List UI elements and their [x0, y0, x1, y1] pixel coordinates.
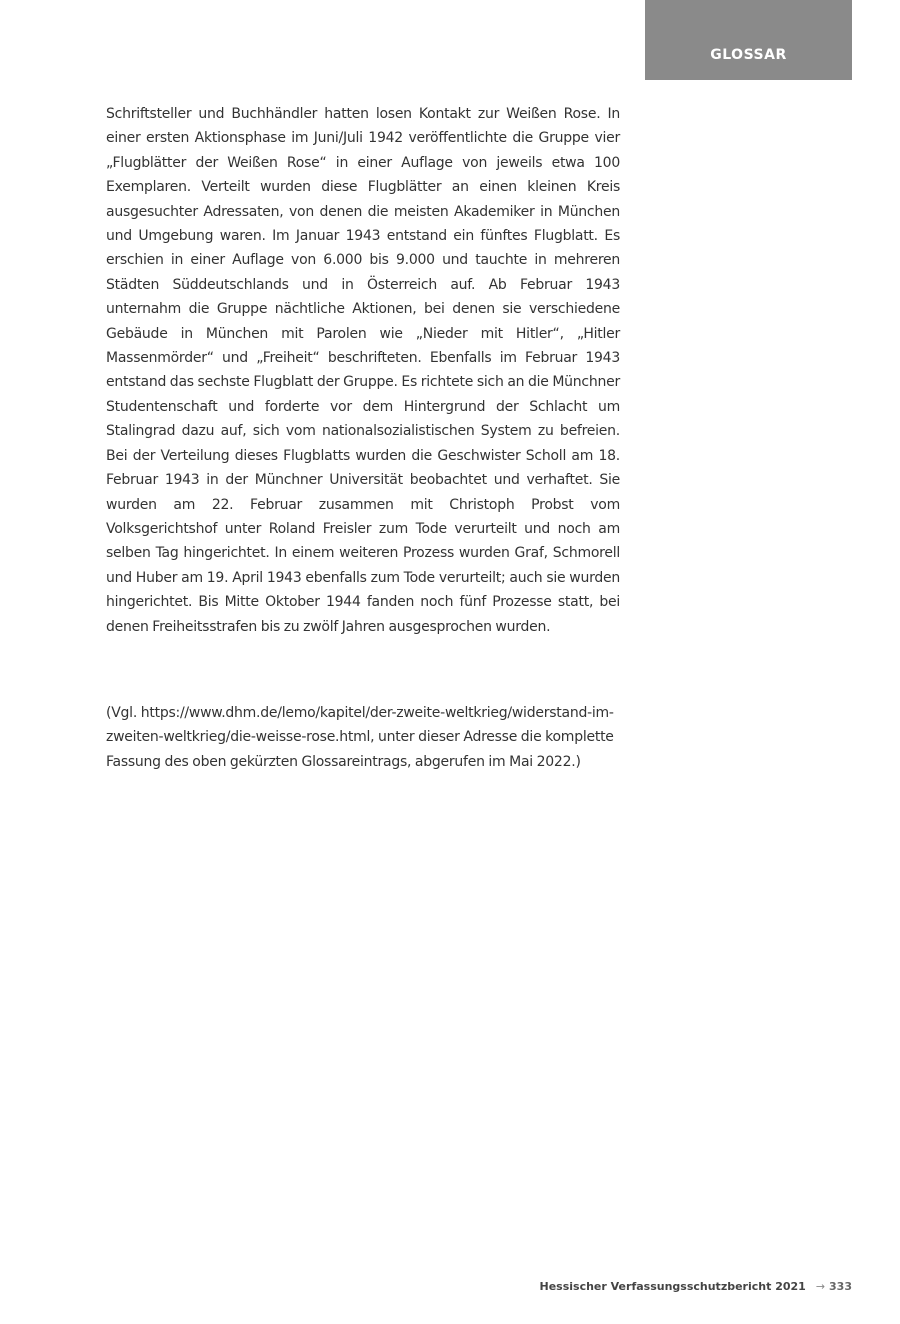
page-number: 333 [829, 1280, 852, 1293]
section-label: GLOSSAR [710, 47, 787, 63]
section-tab-glossar [645, 0, 852, 80]
publication-title: Hessischer Verfassungsschutzbericht 2021 [539, 1280, 806, 1293]
page-footer [540, 1280, 853, 1293]
glossary-body-paragraph: Schriftsteller und Buchhändler hatten losen Kontakt zur Weißen Rose. In einer ersten Aktionsphase im Juni/Juli 1942 veröffentlichte die Gruppe vier „Flugblätter der Weißen Rose“ in einer Auflage von jeweils etwa 100 Exemplaren. Verteilt wurden diese Flugblätter an einen kleinen Kreis ausgesuchter Adressaten, von denen die meisten Akademiker in München und Umgebung waren. Im Januar 1943 entstand ein fünftes Flugblatt. Es erschien in einer Auflage von 6.000 bis 9.000 und tauchte in mehreren Städten Süddeutschlands und in Österreich auf. Ab Februar 1943 unternahm die Gruppe nächtliche Aktionen, bei denen sie verschiedene Gebäude in München mit Parolen wie „Nieder mit Hitler“, „Hitler Massenmörder“ und „Freiheit“ beschrifteten. Ebenfalls im Februar 1943 entstand das sechste Flugblatt der Gruppe. Es richtete sich an die Münchner Studentenschaft und forderte vor dem Hintergrund der Schlacht um Stalingrad dazu auf, sich vom nationalsozialistischen System zu befreien. Bei der Verteilung dieses Flugblatts wurden die Geschwister Scholl am 18. Februar 1943 in der Münchner Universität beobachtet und verhaftet. Sie wurden am 22. Februar zusammen mit Christoph Probst vom Volksgerichtshof unter Roland Freisler zum Tode verurteilt und noch am selben Tag hingerichtet. In einem weiteren Prozess wurden Graf, Schmorell und Huber am 19. April 1943 ebenfalls zum Tode verurteilt; auch sie wurden hingerichtet. Bis Mitte Oktober 1944 fanden noch fünf Prozesse statt, bei denen Freiheitsstrafen bis zu zwölf Jahren ausgesprochen wurden. [106, 106, 620, 635]
arrow-right-icon: → [815, 1280, 826, 1293]
source-reference-note: (Vgl. https://www.dhm.de/lemo/kapitel/der-zweite-weltkrieg/widerstand-im-zweiten-weltkrieg/die-weisse-rose.html, unter dieser Adresse die komplette Fassung des oben gekürzten Glossareintrags, abgerufen im Mai 2022.) [106, 705, 614, 770]
